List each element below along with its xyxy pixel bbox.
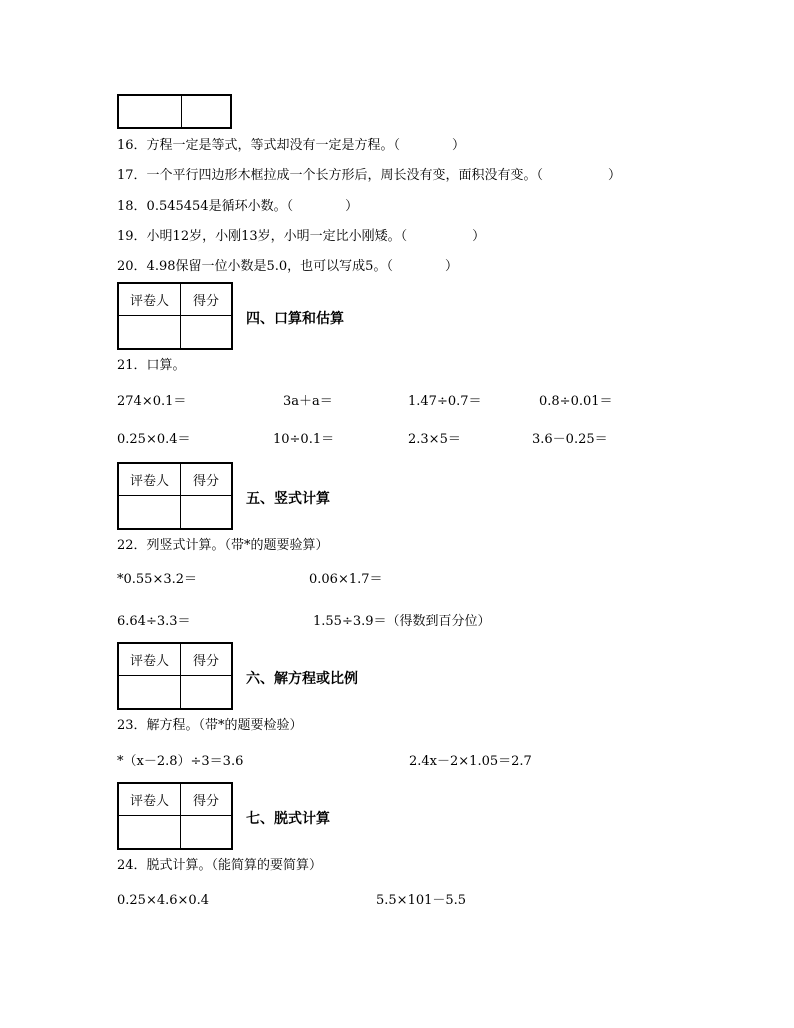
question-17: [117, 168, 621, 184]
question-number: 16．: [117, 138, 147, 153]
score-box-s4: [117, 282, 233, 350]
question-number: 17．: [117, 168, 147, 183]
q22-title: 22．列竖式计算。（带*的题要验算）: [117, 538, 329, 553]
section-title-s6: 六、解方程或比例: [246, 671, 358, 687]
section-title-s4: 四、口算和估算: [246, 311, 344, 327]
q22-item: *0.55×3.2＝: [117, 572, 198, 587]
question-text: 方程一定是等式，等式却没有一定是方程。（ ）: [146, 138, 466, 153]
score-box-label-score: 得分: [181, 644, 231, 676]
score-box-blank: [181, 676, 231, 708]
score-box-blank: [119, 676, 181, 708]
q21-item: 2.3×5＝: [408, 432, 461, 447]
question-number: 20．: [117, 259, 147, 274]
question-19: [117, 229, 485, 245]
q22-item: 0.06×1.7＝: [309, 572, 383, 587]
q22-item: 6.64÷3.3＝: [117, 614, 191, 629]
q24-title: 24．脱式计算。（能简算的要简算）: [117, 858, 323, 873]
score-box-s7: [117, 782, 233, 850]
q22-item: 1.55÷3.9＝（得数到百分位）: [313, 614, 491, 629]
q21-item: 1.47÷0.7＝: [408, 394, 482, 409]
q24-item: 5.5×101－5.5: [376, 893, 467, 908]
question-18: [117, 199, 358, 215]
score-box-blank: [181, 496, 231, 528]
q23-title: 23．解方程。（带*的题要检验）: [117, 718, 303, 733]
score-box-blank: [181, 816, 231, 848]
question-number: 19．: [117, 229, 147, 244]
score-box-s5: [117, 462, 233, 530]
q21-item: 10÷0.1＝: [273, 432, 335, 447]
score-box-label-reviewer: 评卷人: [119, 464, 181, 496]
score-box-blank: [119, 816, 181, 848]
score-box-label-score: 得分: [181, 464, 231, 496]
top-score-cell-1: [119, 96, 182, 127]
q21-item: 0.8÷0.01＝: [539, 394, 613, 409]
question-text: 小明12岁，小刚13岁，小明一定比小刚矮。（ ）: [146, 229, 486, 244]
q21-item: 3a＋a＝: [283, 394, 333, 409]
score-box-label-score: 得分: [181, 284, 231, 316]
score-box-label-reviewer: 评卷人: [119, 284, 181, 316]
top-score-cell-2: [182, 96, 230, 127]
q21-title: 21．口算。: [117, 358, 186, 373]
score-box-blank: [181, 316, 231, 348]
question-16: [117, 138, 465, 154]
score-box-blank: [119, 496, 181, 528]
score-box-blank: [119, 316, 181, 348]
question-20: [117, 259, 458, 275]
question-text: 0.545454是循环小数。（ ）: [146, 199, 359, 214]
score-box-label-score: 得分: [181, 784, 231, 816]
question-text: 一个平行四边形木框拉成一个长方形后，周长没有变，面积没有变。（ ）: [146, 168, 622, 183]
q23-item: 2.4x－2×1.05＝2.7: [409, 754, 532, 769]
q23-item: *（x－2.8）÷3＝3.6: [117, 754, 244, 769]
q21-item: 274×0.1＝: [117, 394, 187, 409]
score-box-label-reviewer: 评卷人: [119, 644, 181, 676]
score-box-label-reviewer: 评卷人: [119, 784, 181, 816]
top-score-box: [117, 94, 232, 129]
score-box-s6: [117, 642, 233, 710]
question-text: 4.98保留一位小数是5.0，也可以写成5。（ ）: [146, 259, 458, 274]
q24-item: 0.25×4.6×0.4: [117, 893, 210, 908]
q21-item: 3.6－0.25＝: [532, 432, 608, 447]
section-title-s7: 七、脱式计算: [246, 811, 330, 827]
q21-item: 0.25×0.4＝: [117, 432, 191, 447]
question-number: 18．: [117, 199, 147, 214]
section-title-s5: 五、竖式计算: [246, 491, 330, 507]
